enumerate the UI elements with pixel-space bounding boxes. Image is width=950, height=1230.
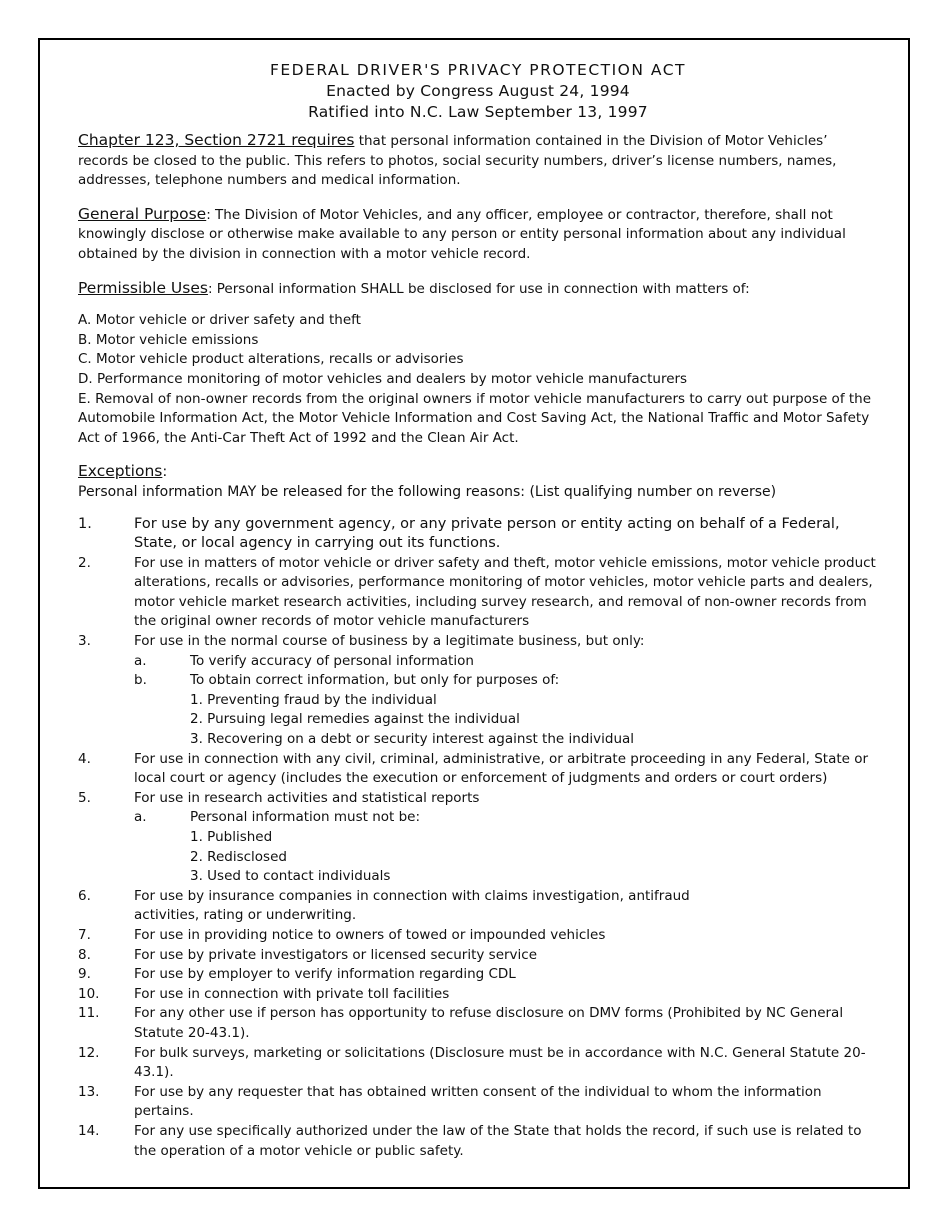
list-item [78,632,878,750]
list-item: C. Motor vehicle product alterations, recalls or advisories [78,351,464,368]
item-number: 8. [78,946,91,963]
nested-item: 3. Recovering on a debt or security interest against the individual [190,731,635,748]
item-number: 4. [78,750,91,767]
exceptions-colon: : [162,464,168,481]
item-text: For use by private investigators or licensed security service [134,946,538,963]
item-number: 3. [78,633,91,650]
nested-item: 2. Redisclosed [190,848,287,865]
nested-item: 2. Pursuing legal remedies against the individual [190,711,520,728]
chapter-paragraph [78,131,878,191]
item-text: For use by any requester that has obtained written consent of the individual to whom the information pertains. [134,1083,822,1120]
sub-item [134,652,878,672]
list-item [78,946,878,966]
title-line-1: FEDERAL DRIVER'S PRIVACY PROTECTION ACT [269,61,687,79]
item-text: For use in providing notice to owners of towed or impounded vehicles [134,926,606,943]
item-text-continuation: activities, rating or underwriting. [134,907,357,924]
list-item [78,554,878,632]
item-text: For use in matters of motor vehicle or driver safety and theft, motor vehicle emissions, motor vehicle product alterations, recalls or advisories, performance monitoring of motor vehicles, motor vehicle parts and dealers, motor vehicle market research activities, including survey research, and removal of non-owner records from the original owner records of motor vehicle manufacturers [134,554,876,630]
item-text: For bulk surveys, marketing or solicitations (Disclosure must be in accordance with N.C. General Statute 20-43.1). [134,1044,866,1081]
item-number: 14. [78,1122,100,1139]
permissible-uses-list [78,311,878,448]
general-purpose-paragraph [78,205,878,265]
sub-item-text: To obtain correct information, but only for purposes of: [190,672,560,689]
document-body [78,60,878,1161]
permissible-uses-paragraph [78,279,878,300]
list-item [78,1083,878,1122]
nested-item: 3. Used to contact individuals [190,868,391,885]
sub-item-letter: a. [134,652,147,669]
list-item [78,750,878,789]
list-item [78,789,878,887]
item-number: 2. [78,554,91,571]
sub-item [134,671,878,749]
item-number: 5. [78,789,91,806]
sub-item-letter: b. [134,672,147,689]
list-item [78,887,878,926]
item-text: For use in the normal course of business by a legitimate business, but only: [134,633,645,650]
exceptions-intro: Personal information MAY be released for the following reasons: (List qualifying number on reverse) [78,483,777,500]
general-purpose-text: : The Division of Motor Vehicles, and any officer, employee or contractor, therefore, shall not knowingly disclose or otherwise make available to any person or entity personal information about any individual obtained by the division in connection with a motor vehicle record. [78,206,846,262]
exceptions-section [78,462,878,502]
list-item [78,1004,878,1043]
sub-item-text: Personal information must not be: [190,809,421,826]
item-number: 6. [78,887,91,904]
list-item [78,926,878,946]
item-number: 7. [78,926,91,943]
document-title [78,60,878,123]
item-number: 13. [78,1083,100,1100]
nested-item: 1. Preventing fraud by the individual [190,691,437,708]
item-text: For use by employer to verify information regarding CDL [134,966,516,983]
list-item: E. Removal of non-owner records from the original owners if motor vehicle manufacturers to carry out purpose of the Automobile Information Act, the Motor Vehicle Information and Cost Saving Act, the National Traffic and Motor Safety Act of 1966, the Anti-Car Theft Act of 1992 and the Clean Air Act. [78,390,872,446]
nested-item: 1. Published [190,829,273,845]
general-purpose-heading: General Purpose [78,204,207,223]
item-text: For use by any government agency, or any private person or entity acting on behalf of a Federal, State, or local agency in carrying out its functions. [134,515,840,552]
exceptions-heading: Exceptions [78,462,163,481]
title-line-2: Enacted by Congress August 24, 1994 [326,82,630,100]
list-item: B. Motor vehicle emissions [78,331,259,348]
sub-item-letter: a. [134,809,147,826]
item-number: 10. [78,985,100,1002]
sub-item [134,808,878,886]
permissible-uses-heading: Permissible Uses [78,278,208,297]
title-line-3: Ratified into N.C. Law September 13, 1997 [308,103,648,121]
list-item [78,1122,878,1161]
exceptions-list [78,515,878,1162]
item-text: For use in connection with private toll facilities [134,985,450,1002]
chapter-heading: Chapter 123, Section 2721 requires [78,131,355,149]
item-text: For use in connection with any civil, criminal, administrative, or arbitrate proceeding in any Federal, State or local court or agency (includes the execution or enforcement of judgments and orders or court orders) [134,750,869,787]
item-number: 1. [78,515,92,532]
item-text: For use by insurance companies in connection with claims investigation, antifraud [134,887,690,904]
item-text: For any other use if person has opportunity to refuse disclosure on DMV forms (Prohibited by NC General Statute 20-43.1). [134,1005,844,1041]
list-item: D. Performance monitoring of motor vehicles and dealers by motor vehicle manufacturers [78,370,688,387]
permissible-uses-text: : Personal information SHALL be disclosed for use in connection with matters of: [207,280,750,297]
list-item: A. Motor vehicle or driver safety and theft [78,312,361,329]
item-number: 9. [78,966,91,983]
sub-item-text: To verify accuracy of personal information [190,652,474,669]
item-number: 12. [78,1044,100,1061]
list-item [78,1044,878,1083]
list-item [78,515,878,554]
item-text: For use in research activities and statistical reports [134,789,480,806]
list-item [78,985,878,1005]
chapter-text: that personal information contained in the Division of Motor Vehicles’ records be closed to the public. This refers to photos, social security numbers, driver’s license numbers, names, addresses, telephone numbers and medical information. [78,133,837,189]
list-item [78,965,878,985]
item-number: 11. [78,1005,100,1022]
item-text: For any use specifically authorized under the law of the State that holds the record, if such use is related to the operation of a motor vehicle or public safety. [134,1122,862,1159]
